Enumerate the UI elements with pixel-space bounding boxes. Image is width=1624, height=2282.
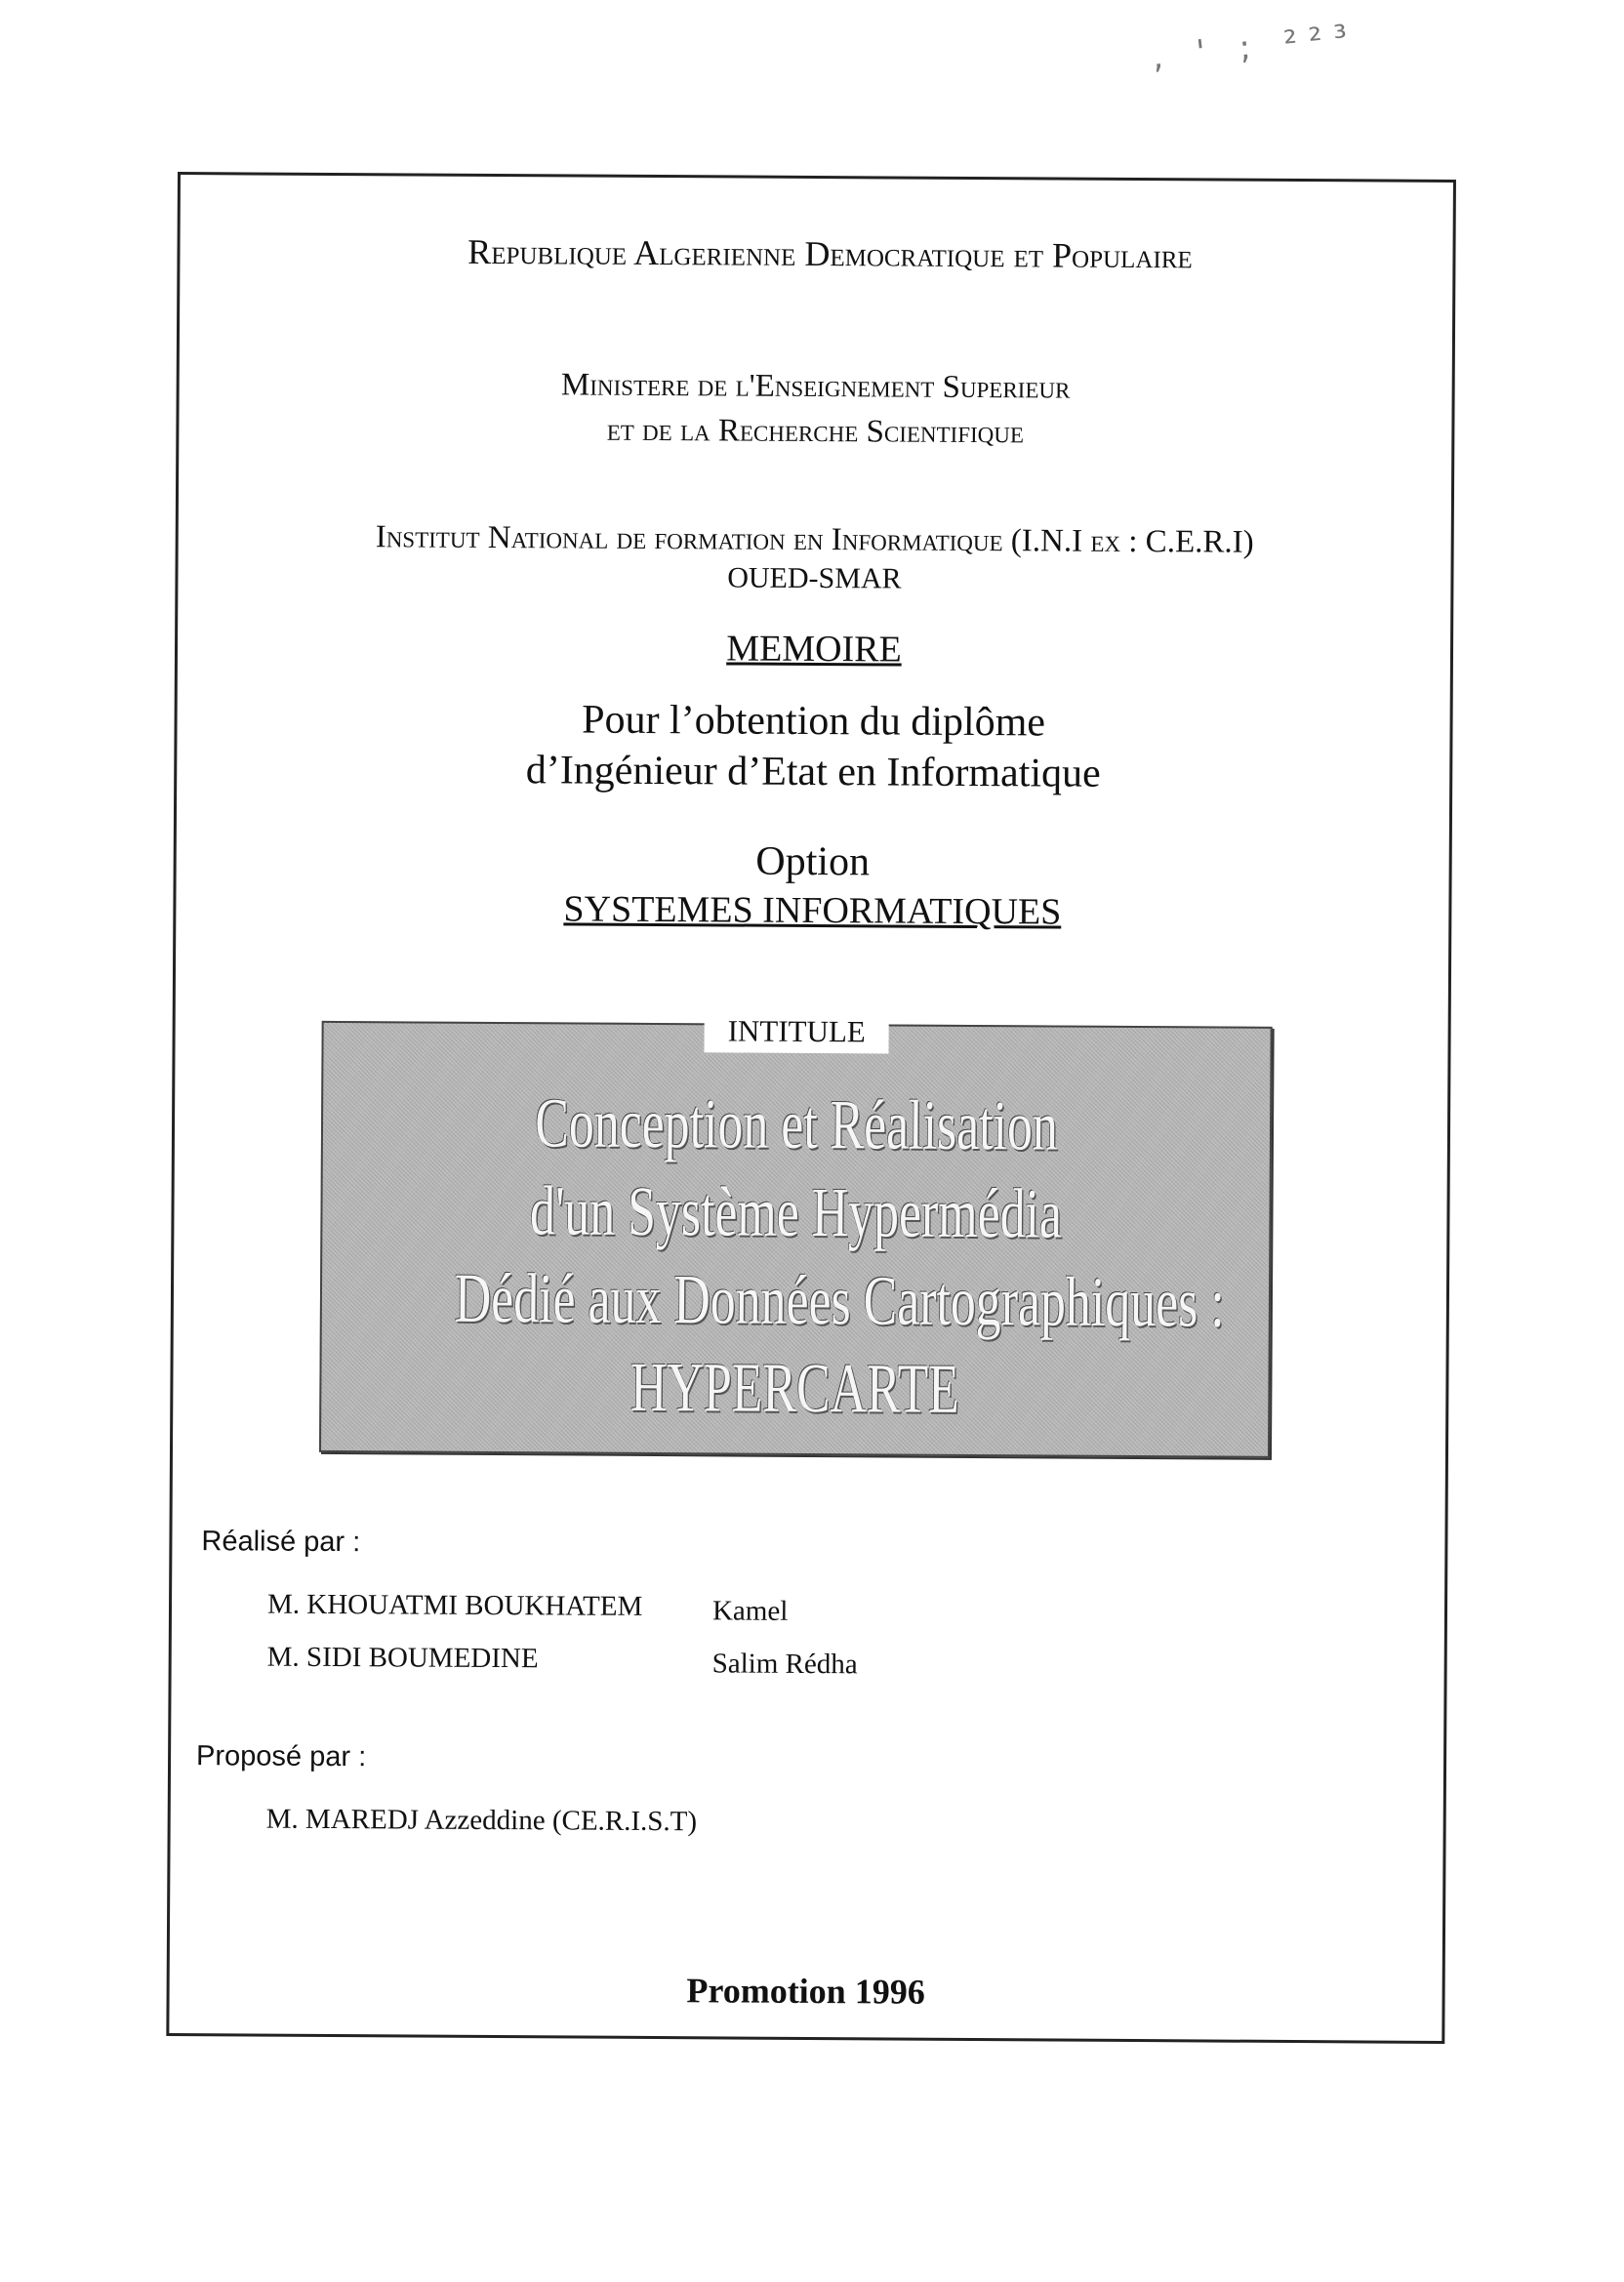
cover-frame xyxy=(166,172,1456,2044)
scan-marks: , ' ; ²²³ xyxy=(1150,16,1361,78)
ministry-line-2: et de la Recherche Scientifique xyxy=(606,412,1025,451)
ministry-line-1: Ministere de l'Enseignement Superieur xyxy=(560,367,1071,406)
memoire-label: MEMOIRE xyxy=(726,628,902,671)
supervisor-label: Proposé par : xyxy=(195,1740,367,1773)
thesis-title-line-2: d'un Système Hypermédia xyxy=(529,1171,1063,1253)
diploma-purpose xyxy=(177,692,1450,801)
author-1-name: M. KHOUATMI BOUKHATEM xyxy=(266,1588,643,1622)
option-label: Option xyxy=(755,838,871,885)
authors-label: Réalisé par : xyxy=(201,1526,361,1559)
institute-heading xyxy=(178,516,1450,602)
thesis-title xyxy=(454,1079,1225,1434)
title-box xyxy=(319,1013,1273,1458)
supervisor-name: M. MAREDJ Azzeddine (CE.R.I.S.T) xyxy=(265,1803,698,1838)
author-1-first-name: Kamel xyxy=(711,1595,789,1627)
intitule-tag: INTITULE xyxy=(704,1009,888,1053)
author-2-first-name: Salim Rédha xyxy=(711,1648,858,1681)
promotion-year: Promotion 1996 xyxy=(686,1971,925,2012)
institute-line-2: OUED-SMAR xyxy=(727,561,902,595)
purpose-line-1: Pour l’obtention du diplôme xyxy=(582,697,1046,746)
purpose-line-2: d’Ingénieur d’Etat en Informatique xyxy=(525,748,1101,796)
ministry-heading xyxy=(179,360,1452,458)
thesis-title-line-1: Conception et Réalisation xyxy=(535,1083,1059,1165)
republic-heading: Republique Algerienne Democratique et Populaire xyxy=(467,231,1193,276)
thesis-title-line-4: HYPERCARTE xyxy=(629,1347,960,1428)
thesis-title-line-3: Dédié aux Données Cartographiques : xyxy=(454,1258,1225,1342)
author-2-name: M. SIDI BOUMEDINE xyxy=(266,1641,539,1675)
option-value: SYSTEMES INFORMATIQUES xyxy=(563,888,1062,933)
institute-line-1: Institut National de formation en Informatique (I.N.I ex : C.E.R.I) xyxy=(375,519,1254,560)
